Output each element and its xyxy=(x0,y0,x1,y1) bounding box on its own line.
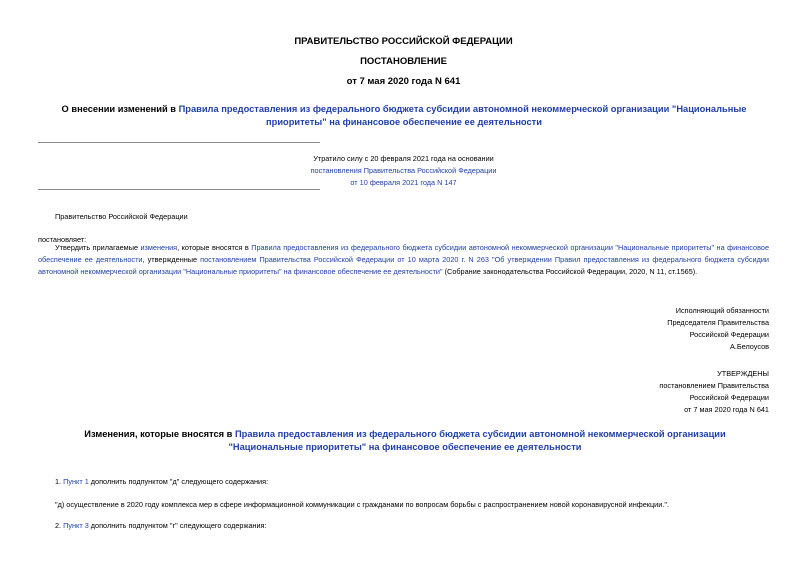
gov-heading: ПРАВИТЕЛЬСТВО РОССИЙСКОЙ ФЕДЕРАЦИИ xyxy=(294,36,513,47)
changes-heading-prefix: Изменения, которые вносятся в xyxy=(84,429,235,439)
item-1-link[interactable]: Пункт 1 xyxy=(63,477,89,486)
doc-title-prefix: О внесении изменений в xyxy=(61,104,179,114)
notice-link-date[interactable]: от 10 февраля 2021 года N 147 xyxy=(350,178,457,187)
item-1-number: 1. xyxy=(55,477,64,486)
p1-text-b: , которые вносятся в xyxy=(177,243,252,252)
notice-line-1: Утратило силу с 20 февраля 2021 года на основании xyxy=(313,154,494,163)
p1-text-c: , утвержденные xyxy=(142,255,201,264)
change-item-1 xyxy=(55,476,268,488)
validity-notice xyxy=(290,153,517,189)
notice-bottom-rule xyxy=(38,189,320,190)
item-2-number: 2. xyxy=(55,521,64,530)
item-2-link[interactable]: Пункт 3 xyxy=(63,521,89,530)
p1-link-rules[interactable]: Правила предоставления из федерального бюджета субсидии автономной некоммерческой организации "Национальные приоритеты" на финансовое обеспечение ее деятельности xyxy=(38,243,770,264)
gov-name: Правительство Российской Федерации xyxy=(55,212,188,221)
p1-text-d: (Собрание законодательства Российской Федерации, 2020, N 11, ст.1565). xyxy=(442,267,698,276)
doc-date: от 7 мая 2020 года N 641 xyxy=(346,76,461,87)
change-item-1-content: "д) осуществление в 2020 году комплекса мер в сфере информационной коммуникации с гражданами по вопросам борьбы с распространением новой коронавирусной инфекции.". xyxy=(55,500,669,509)
signature-block xyxy=(519,305,769,353)
changes-heading xyxy=(55,428,755,454)
doc-title-link[interactable]: Правила предоставления из федерального бюджета субсидии автономной некоммерческой организации "Национальные приоритеты" на финансовое обеспечение ее деятельности xyxy=(178,104,747,127)
item-2-text: дополнить подпунктом "г" следующего содержания: xyxy=(88,521,267,530)
notice-top-rule xyxy=(38,142,320,143)
p1-link-decree[interactable]: постановлением Правительства Российской Федерации от 10 марта 2020 г. N 263 "Об утверждении Правил предоставления из федерального бюджета субсидии автономной некоммерческой организации "Национальные приоритеты" на финансовое обеспечение ее деятельности" xyxy=(38,255,770,276)
p1-link-changes[interactable]: изменения xyxy=(140,243,178,252)
item-1-text: дополнить подпунктом "д" следующего содержания: xyxy=(88,477,269,486)
decree-word: постановляет: xyxy=(38,235,87,244)
signature-line-1: Исполняющий обязанности xyxy=(675,306,769,315)
p1-text-a: Утвердить прилагаемые xyxy=(55,243,141,252)
approved-line-4: от 7 мая 2020 года N 641 xyxy=(684,405,769,414)
approved-line-1: УТВЕРЖДЕНЫ xyxy=(717,369,769,378)
signature-name: А.Белоусов xyxy=(729,342,769,351)
decree-paragraph xyxy=(38,242,769,278)
change-item-2 xyxy=(55,520,267,532)
approved-line-3: Российской Федерации xyxy=(689,393,769,402)
approved-block xyxy=(519,368,769,416)
approved-line-2: постановлением Правительства xyxy=(659,381,769,390)
changes-heading-link[interactable]: Правила предоставления из федерального бюджета субсидии автономной некоммерческой организации "Национальные приоритеты" на финансовое обеспечение ее деятельности xyxy=(228,429,726,452)
signature-line-3: Российской Федерации xyxy=(689,330,769,339)
signature-line-2: Председателя Правительства xyxy=(667,318,769,327)
doc-type-heading: ПОСТАНОВЛЕНИЕ xyxy=(360,56,447,67)
doc-title xyxy=(38,103,770,129)
notice-link-decree[interactable]: постановления Правительства Российской Федерации xyxy=(310,166,497,175)
